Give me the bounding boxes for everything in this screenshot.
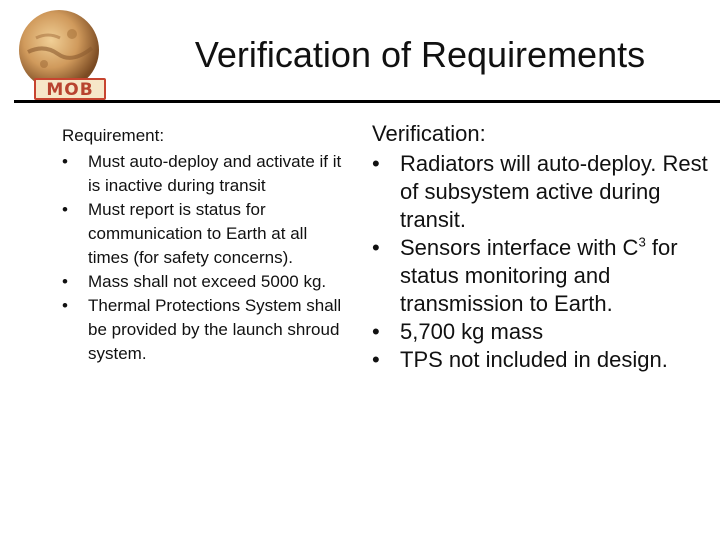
logo-label: MOB (34, 78, 106, 100)
requirements-heading: Requirement: (62, 126, 165, 145)
verification-list (372, 150, 712, 374)
bullet-icon: • (372, 235, 380, 260)
verification-column (372, 120, 712, 374)
requirement-text: Mass shall not exceed 5000 kg. (88, 272, 327, 291)
list-item (62, 150, 352, 198)
verification-text: TPS not included in design. (400, 347, 668, 372)
requirements-list (62, 150, 352, 366)
bullet-icon: • (62, 296, 68, 315)
superscript: 3 (638, 234, 646, 250)
bullet-icon: • (372, 347, 380, 372)
slide-title: Verification of Requirements (194, 34, 646, 75)
list-item (372, 318, 712, 346)
list-item (372, 346, 712, 374)
verification-text: 5,700 kg mass (400, 319, 544, 344)
bullet-icon: • (62, 272, 68, 291)
requirement-text: Must report is status for communication to Earth at all times (for safety concerns). (88, 200, 308, 267)
bullet-icon: • (372, 151, 380, 176)
requirements-column (62, 124, 352, 366)
bullet-icon: • (62, 200, 68, 219)
list-item (62, 270, 352, 294)
title-divider (14, 100, 720, 103)
list-item (62, 294, 352, 366)
mars-logo (14, 8, 104, 100)
verification-text-post: for status monitoring and transmission to Earth. (400, 235, 678, 316)
list-item (372, 150, 712, 234)
verification-text: Radiators will auto-deploy. Rest of subsystem active during transit. (400, 151, 708, 232)
requirement-text: Must auto-deploy and activate if it is inactive during transit (88, 152, 342, 195)
requirement-text: Thermal Protections System shall be provided by the launch shroud system. (88, 296, 342, 363)
list-item (62, 198, 352, 270)
bullet-icon: • (62, 152, 68, 171)
verification-heading: Verification: (372, 121, 486, 146)
list-item (372, 234, 712, 318)
verification-text-pre: Sensors interface with C (400, 235, 639, 260)
bullet-icon: • (372, 319, 380, 344)
